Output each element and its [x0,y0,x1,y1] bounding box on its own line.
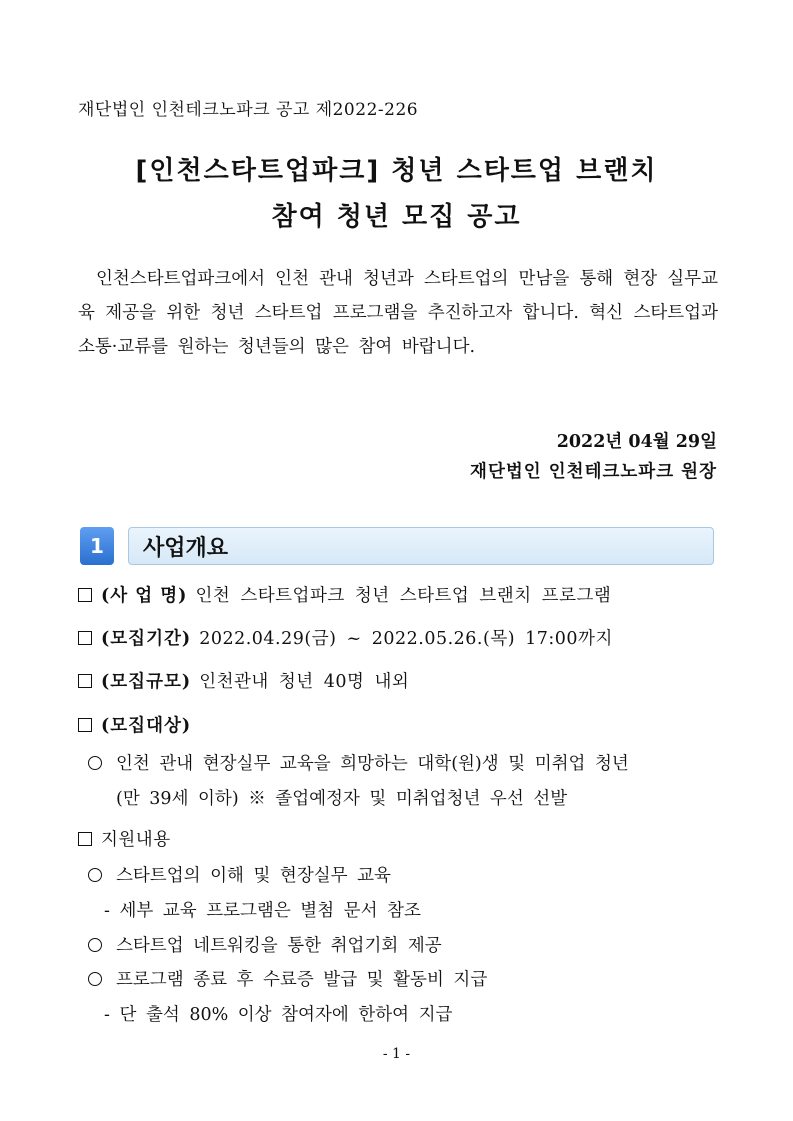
section-title: 사업개요 [143,535,229,561]
section-title-bar [128,527,714,565]
checkbox-square-icon [78,631,92,645]
item-project-name [78,582,611,607]
intro-paragraph: 인천스타트업파크에서 인천 관내 청년과 스타트업의 만남을 통해 현장 실무교육 제공을 위한 청년 스타트업 프로그램을 추진하고자 합니다. 혁신 스타트업과 소통·교류를 원하는 청년들의 많은 참여 바랍니다. [78,269,718,357]
checkbox-square-icon [78,832,92,846]
notice-number: 재단법인 인천테크노파크 공고 제2022-226 [78,100,419,120]
item-label: (모집대상) [101,716,192,736]
support-text-2: 스타트업 네트워킹을 통한 취업기회 제공 [116,936,442,956]
checkbox-square-icon [78,718,92,732]
support-bullet-3 [88,966,487,991]
item-value: 인천관내 청년 40명 내외 [199,672,410,692]
item-label: (모집기간) [101,629,192,649]
announcement-date: 2022년 04월 29일 [556,432,717,452]
item-label: (모집규모) [101,672,192,692]
section-number-badge: 1 [80,527,114,565]
support-bullet-1 [88,862,391,887]
circle-bullet-icon [88,972,102,986]
signatory: 재단법인 인천테크노파크 원장 [470,462,717,482]
item-support [78,826,171,851]
item-value: 인천 스타트업파크 청년 스타트업 브랜치 프로그램 [195,586,612,606]
support-sub-1: - 세부 교육 프로그램은 별첨 문서 참조 [104,901,421,921]
document-title-line2: 참여 청년 모집 공고 [271,202,522,232]
item-recruit-size [78,668,409,693]
item-recruit-period [78,625,613,650]
document-title-line1: [인천스타트업파크] 청년 스타트업 브랜치 [135,156,658,186]
checkbox-square-icon [78,588,92,602]
support-bullet-2 [88,932,442,957]
circle-bullet-icon [88,756,102,770]
target-line1: 인천 관내 현장실무 교육을 희망하는 대학(원)생 및 미취업 청년 [116,754,629,774]
target-line2: (만 39세 이하) ※ 졸업예정자 및 미취업청년 우선 선발 [116,789,568,809]
item-recruit-target [78,712,199,737]
support-text-3: 프로그램 종료 후 수료증 발급 및 활동비 지급 [116,970,488,990]
page-number: - 1 - [382,1046,411,1062]
circle-bullet-icon [88,938,102,952]
target-bullet [88,750,629,775]
item-value: 2022.04.29(금) ~ 2022.05.26.(목) 17:00까지 [199,629,613,649]
support-text-1: 스타트업의 이해 및 현장실무 교육 [116,866,391,886]
item-label: (사 업 명) [101,586,188,606]
support-sub-3: - 단 출석 80% 이상 참여자에 한하여 지급 [104,1005,453,1025]
support-label: 지원내용 [101,830,171,850]
circle-bullet-icon [88,868,102,882]
checkbox-square-icon [78,674,92,688]
